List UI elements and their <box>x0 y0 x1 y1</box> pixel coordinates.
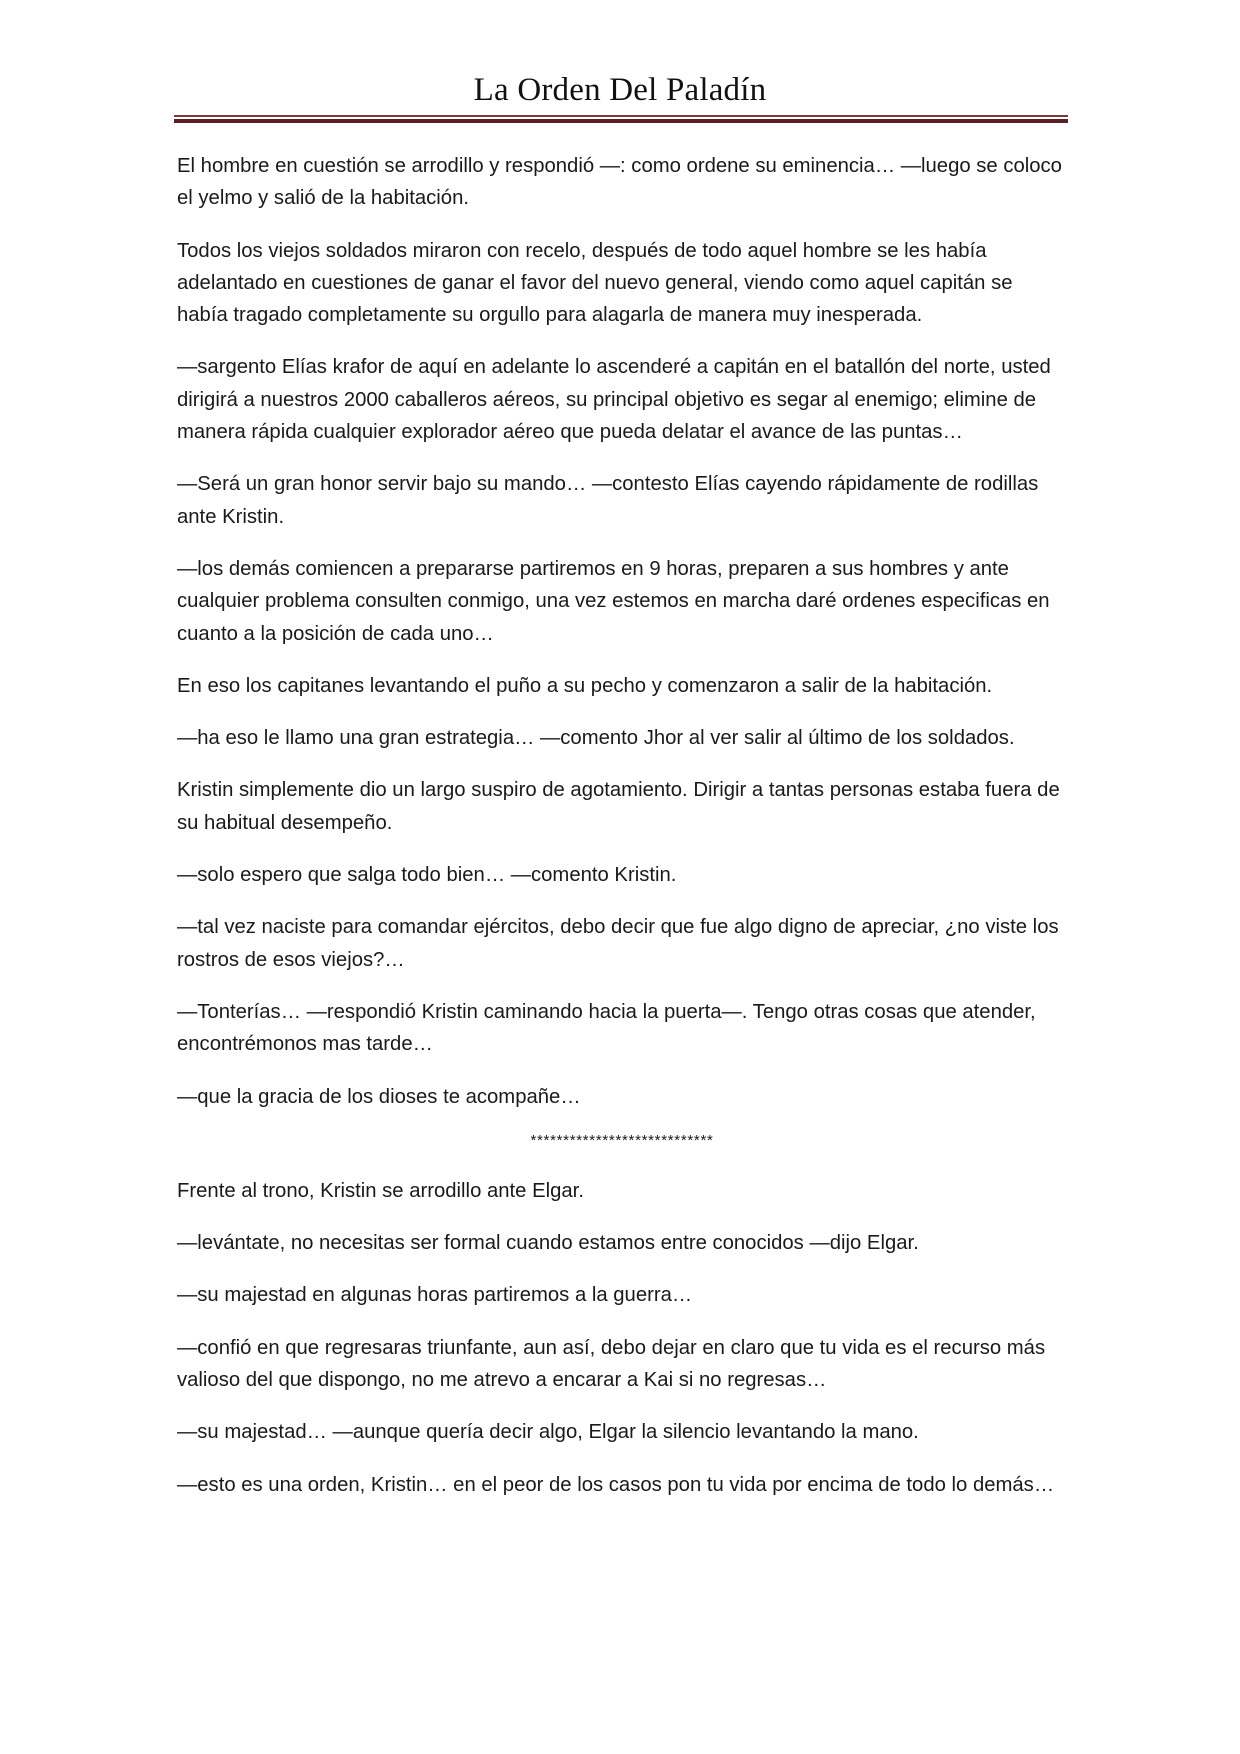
paragraph: Todos los viejos soldados miraron con recelo, después de todo aquel hombre se les había adelantado en cuestiones de ganar el favor del nuevo general, viendo como aquel capitán se había tragado completamente su orgullo para alagarla de manera muy inesperada. <box>177 239 1013 327</box>
paragraph: —confió en que regresaras triunfante, aun así, debo dejar en claro que tu vida es el recurso más valioso del que dispongo, no me atrevo a encarar a Kai si no regresas… <box>177 1336 1046 1392</box>
page-title: La Orden Del Paladín <box>473 72 767 108</box>
paragraph: —ha eso le llamo una gran estrategia… —comento Jhor al ver salir al último de los soldados. <box>177 727 1015 750</box>
paragraph: —Será un gran honor servir bajo su mando… —contesto Elías cayendo rápidamente de rodillas ante Kristin. <box>177 473 1039 528</box>
header-divider <box>174 115 1068 123</box>
paragraph: —los demás comiencen a prepararse partiremos en 9 horas, preparen a sus hombres y ante cualquier problema consulten conmigo, una vez estemos en marcha daré ordenes especificas en cuanto a la posición de cada uno… <box>177 557 1050 645</box>
body-text <box>177 150 1067 1521</box>
paragraph: —esto es una orden, Kristin… en el peor de los casos pon tu vida por encima de todo lo demás… <box>177 1473 1055 1496</box>
paragraph: Frente al trono, Kristin se arrodillo ante Elgar. <box>177 1179 584 1202</box>
scene-break: **************************** <box>530 1131 714 1149</box>
header-rule-thick <box>174 119 1068 123</box>
paragraph: —que la gracia de los dioses te acompañe… <box>177 1085 581 1108</box>
paragraph: —Tonterías… —respondió Kristin caminando hacia la puerta—. Tengo otras cosas que atender, encontrémonos mas tarde… <box>177 1000 1036 1056</box>
paragraph: —sargento Elías krafor de aquí en adelante lo ascenderé a capitán en el batallón del norte, usted dirigirá a nuestros 2000 caballeros aéreos, su principal objetivo es segar al enemigo; elimine de manera rápida cualquier explorador aéreo que pueda delatar el avance de las puntas… <box>177 356 1051 444</box>
paragraph: —su majestad en algunas horas partiremos a la guerra… <box>177 1284 693 1307</box>
paragraph: En eso los capitanes levantando el puño a su pecho y comenzaron a salir de la habitación. <box>177 674 993 697</box>
paragraph: El hombre en cuestión se arrodillo y respondió —: como ordene su eminencia… —luego se coloco el yelmo y salió de la habitación. <box>177 155 1062 210</box>
paragraph: —levántate, no necesitas ser formal cuando estamos entre conocidos —dijo Elgar. <box>177 1232 919 1255</box>
paragraph: Kristin simplemente dio un largo suspiro de agotamiento. Dirigir a tantas personas estaba fuera de su habitual desempeño. <box>177 779 1060 834</box>
paragraph: —tal vez naciste para comandar ejércitos, debo decir que fue algo digno de apreciar, ¿no viste los rostros de esos viejos?… <box>177 916 1059 971</box>
paragraph: —su majestad… —aunque quería decir algo, Elgar la silencio levantando la mano. <box>177 1421 919 1444</box>
paragraph: —solo espero que salga todo bien… —comento Kristin. <box>177 864 677 887</box>
